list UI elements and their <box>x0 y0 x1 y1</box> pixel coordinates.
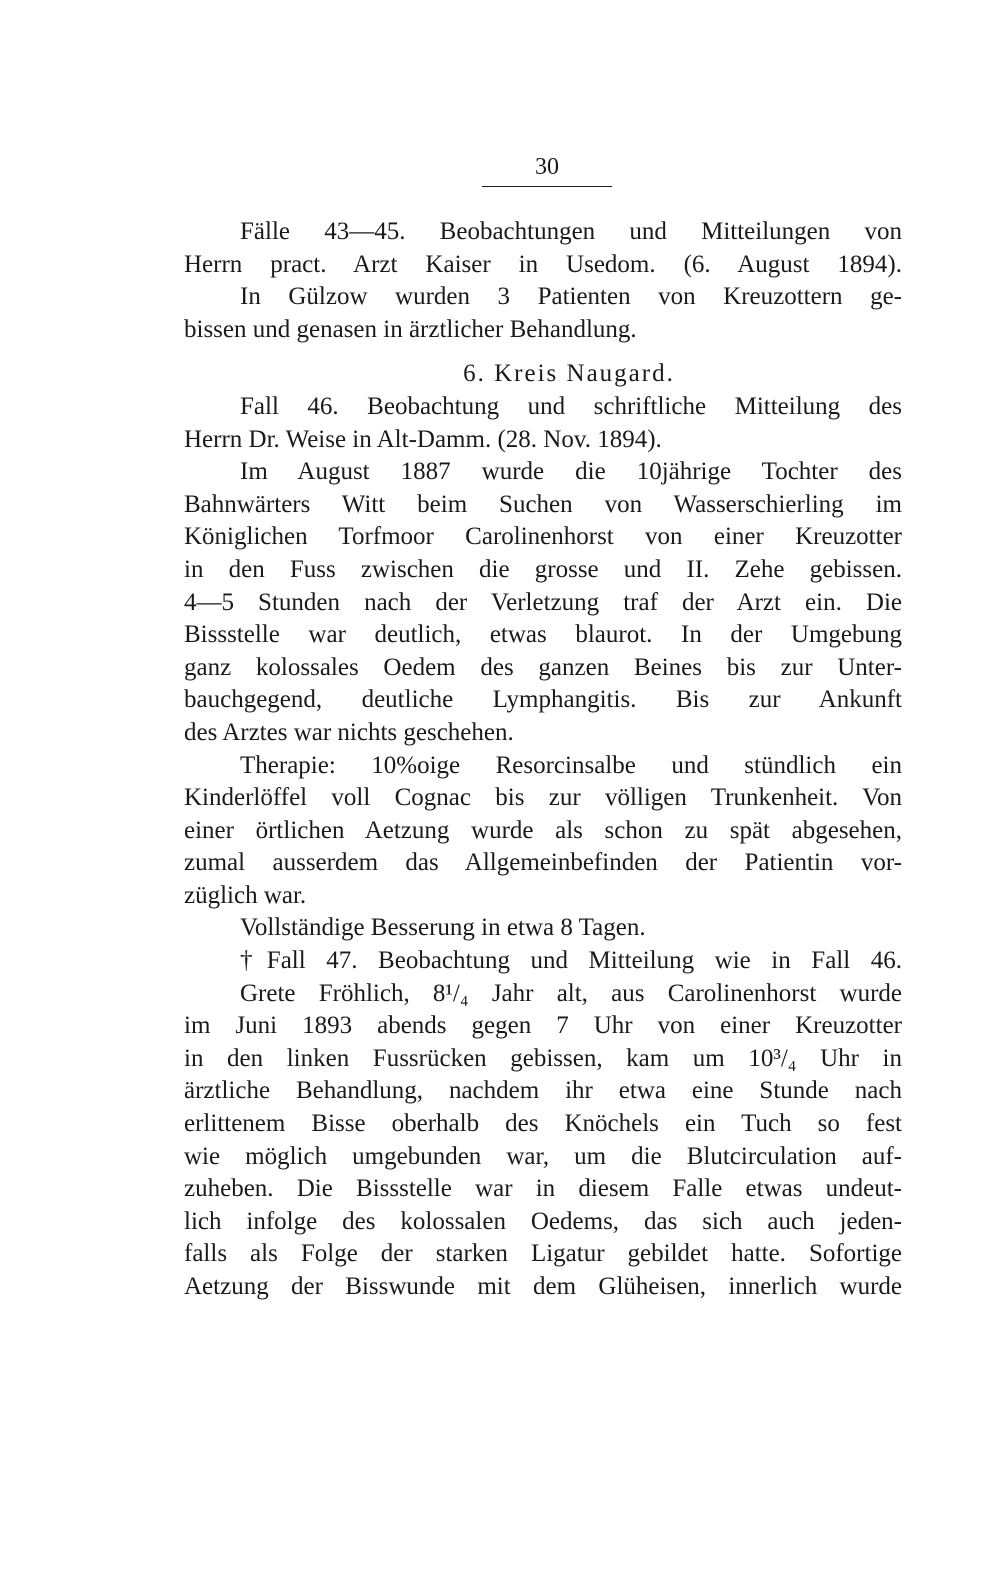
paragraph-gap <box>184 346 902 358</box>
text-line: Bissstelle war deutlich, etwas blaurot. In der Umgebung <box>184 621 902 649</box>
text-line: des Arztes war nichts geschehen. <box>184 718 514 746</box>
text-line: bauchgegend, deutliche Lymphangitis. Bis zur Ankunft <box>184 686 902 714</box>
text-line: ganz kolossales Oedem des ganzen Beines bis zur Unter- <box>184 653 902 681</box>
text-line: Herrn pract. Arzt Kaiser in Usedom. (6. August 1894). <box>184 250 902 278</box>
text-line: erlittenem Bisse oberhalb des Knöchels ein Tuch so fest <box>184 1110 902 1138</box>
text-line: falls als Folge der starken Ligatur gebildet hatte. Sofortige <box>184 1240 902 1268</box>
text-line: †Fall 47. Beobachtung und Mitteilung wie in Fall 46. <box>240 947 902 975</box>
text-line: wie möglich umgebunden war, um die Blutcirculation auf- <box>184 1142 902 1170</box>
section-heading: 6. Kreis Naugard. <box>463 360 675 388</box>
text-line: Grete Fröhlich, 8¹/₄ Jahr alt, aus Carolinenhorst wurde <box>240 979 902 1007</box>
body-text <box>184 216 902 1304</box>
text-line: in den Fuss zwischen die grosse und II. Zehe gebissen. <box>184 555 902 583</box>
text-line: einer örtlichen Aetzung wurde als schon zu spät abgesehen, <box>184 816 902 844</box>
text-line: 4—5 Stunden nach der Verletzung traf der Arzt ein. Die <box>184 588 902 616</box>
text-line: lich infolge des kolossalen Oedems, das sich auch jeden- <box>184 1207 902 1235</box>
text-line: Aetzung der Bisswunde mit dem Glüheisen, innerlich wurde <box>184 1273 902 1300</box>
text-line: zuheben. Die Bissstelle war in diesem Falle etwas undeut- <box>184 1175 902 1203</box>
text-line: im Juni 1893 abends gegen 7 Uhr von einer Kreuzotter <box>184 1012 902 1040</box>
page-number: 30 <box>535 154 559 180</box>
text-line: Königlichen Torfmoor Carolinenhorst von einer Kreuzotter <box>184 523 902 551</box>
text-line: ärztliche Behandlung, nachdem ihr etwa eine Stunde nach <box>184 1077 902 1105</box>
page-number-rule <box>482 186 612 187</box>
text-line: in den linken Fussrücken gebissen, kam um 10³/₄ Uhr in <box>184 1044 902 1072</box>
text-line: Im August 1887 wurde die 10jährige Tochter des <box>240 458 902 486</box>
text-line: züglich war. <box>184 881 307 909</box>
text-line: Herrn Dr. Weise in Alt-Damm. (28. Nov. 1894). <box>184 425 662 453</box>
text-line: bissen und genasen in ärztlicher Behandlung. <box>184 315 637 343</box>
text-line: Bahnwärters Witt beim Suchen von Wasserschierling im <box>184 490 902 518</box>
text-line: Fälle 43—45. Beobachtungen und Mitteilungen von <box>240 218 902 245</box>
text-line: In Gülzow wurden 3 Patienten von Kreuzottern ge- <box>240 283 902 311</box>
text-line: Kinderlöffel voll Cognac bis zur völligen Trunkenheit. Von <box>184 784 902 812</box>
text-line: Vollständige Besserung in etwa 8 Tagen. <box>240 914 646 942</box>
text-line: Therapie: 10%oige Resorcinsalbe und stündlich ein <box>240 751 902 779</box>
text-line: zumal ausserdem das Allgemeinbefinden der Patientin vor- <box>184 849 902 877</box>
text-line: Fall 46. Beobachtung und schriftliche Mitteilung des <box>240 392 902 420</box>
